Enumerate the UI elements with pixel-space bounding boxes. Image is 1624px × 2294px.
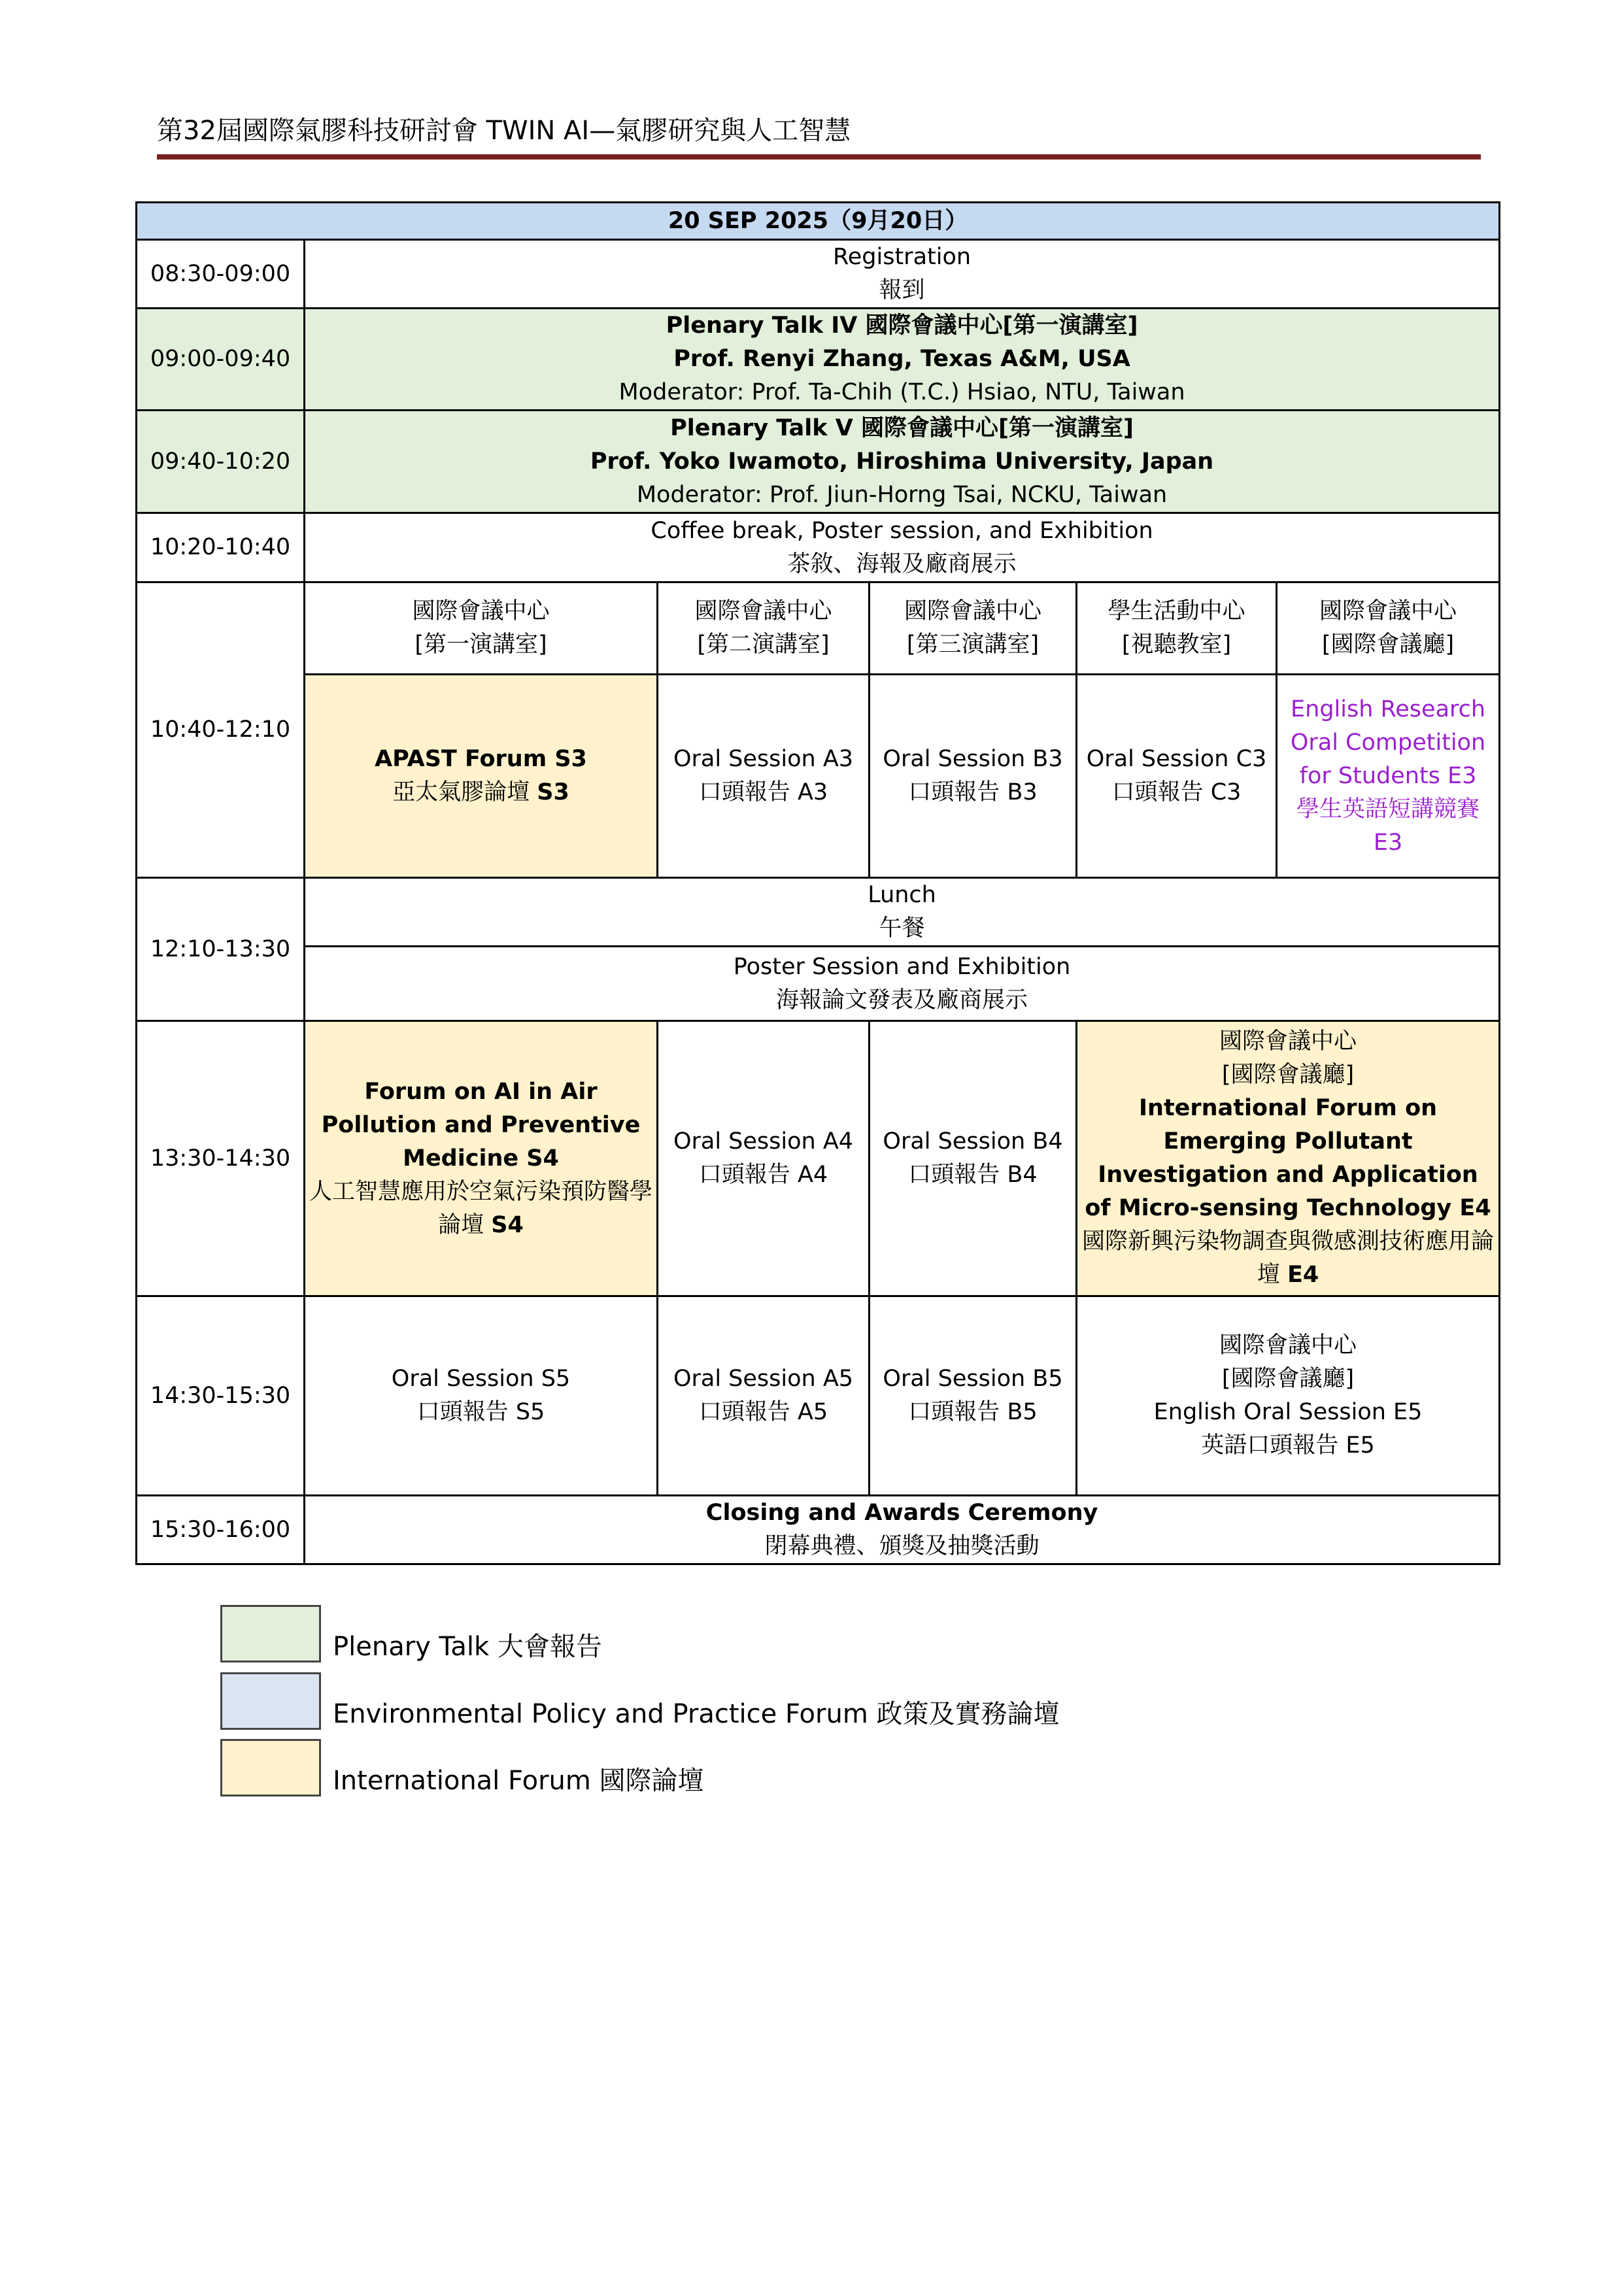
- session-zh: 口頭報告 B5: [908, 1399, 1038, 1425]
- room-building: 國際會議中心: [412, 598, 550, 624]
- room-name: [國際會議廳]: [1321, 632, 1455, 658]
- session-en: Oral Session A4: [673, 1128, 854, 1155]
- session-zh: [309, 1175, 652, 1242]
- room-name: [國際會議廳]: [1221, 1366, 1355, 1392]
- session-en: Oral Session B5: [883, 1366, 1063, 1392]
- session-en: Oral Session B4: [883, 1128, 1063, 1155]
- room-header: [1077, 582, 1277, 675]
- closing-row: [137, 1496, 1500, 1564]
- apast-forum-s3-cell: [305, 675, 658, 878]
- plenary-5-speaker: Prof. Yoko Iwamoto, Hiroshima University, Japan: [590, 448, 1214, 475]
- plenary-5-moderator: Moderator: Prof. Jiun-Horng Tsai, NCKU, Taiwan: [636, 481, 1168, 508]
- time-cell: 12:10-13:30: [137, 878, 305, 1021]
- oral-session-s5-cell: [305, 1296, 658, 1496]
- session-zh: 口頭報告 A4: [698, 1162, 828, 1188]
- session-zh: [1081, 1225, 1495, 1292]
- session-zh: [309, 776, 652, 809]
- session-zh: 學生英語短講競賽 E3: [1296, 796, 1480, 856]
- date-heading: 20 SEP 2025（9月20日）: [137, 203, 1500, 240]
- room-building: 國際會議中心: [694, 598, 832, 624]
- poster-cell: [305, 947, 1500, 1021]
- session-en: Forum on AI in Air Pollution and Preventive Medicine S4: [321, 1078, 641, 1172]
- time-cell: 14:30-15:30: [137, 1296, 305, 1496]
- session-zh: 口頭報告 B3: [908, 779, 1038, 805]
- session-en: Oral Session C3: [1086, 746, 1267, 772]
- session-en: English Research Oral Competition for Students E3: [1290, 696, 1486, 789]
- oral-session-b3-cell: [870, 675, 1077, 878]
- english-competition-e3-cell: [1277, 675, 1500, 878]
- room-name: [第二演講室]: [697, 632, 830, 658]
- session-zh-text: 國際新興污染物調查與微感測技術應用論壇: [1082, 1228, 1495, 1288]
- session-en: English Oral Session E5: [1153, 1399, 1423, 1425]
- room-header: [305, 582, 658, 675]
- session-en: Oral Session A3: [673, 746, 854, 772]
- lunch-en: Lunch: [868, 882, 936, 908]
- time-cell: 09:40-10:20: [137, 411, 305, 513]
- session-en: Oral Session B3: [883, 746, 1063, 772]
- room-name: [第三演講室]: [906, 632, 1040, 658]
- registration-en: Registration: [833, 244, 972, 270]
- session-zh: 口頭報告 A3: [698, 779, 828, 805]
- session-code: E4: [1287, 1262, 1319, 1288]
- room-building: 國際會議中心: [1219, 1028, 1357, 1054]
- plenary-4-row: [137, 309, 1500, 411]
- lunch-cell: [305, 878, 1500, 947]
- time-cell: 10:40-12:10: [137, 582, 305, 878]
- session-zh: 口頭報告 S5: [416, 1399, 545, 1425]
- room-building: 國際會議中心: [904, 598, 1041, 624]
- rooms-row: [137, 582, 1500, 675]
- room-header: [658, 582, 870, 675]
- oral-session-a5-cell: [658, 1296, 870, 1496]
- room-building: 學生活動中心: [1108, 598, 1245, 624]
- session-zh-text: 人工智慧應用於空氣污染預防醫學論壇: [309, 1178, 653, 1238]
- oral-session-a4-cell: [658, 1021, 870, 1296]
- poster-row: [137, 947, 1500, 1021]
- session-en: APAST Forum S3: [375, 746, 587, 772]
- header-rule: [157, 154, 1481, 160]
- legend-swatch-policy-forum: [220, 1672, 321, 1730]
- plenary-4-speaker: Prof. Renyi Zhang, Texas A&M, USA: [673, 346, 1130, 372]
- oral-session-a3-cell: [658, 675, 870, 878]
- legend-label: Environmental Policy and Practice Forum 政策及實務論壇: [333, 1699, 1060, 1729]
- oral-session-c3-cell: [1077, 675, 1277, 878]
- session-en: Oral Session A5: [673, 1366, 854, 1392]
- plenary-4-cell: [305, 309, 1500, 411]
- session-code: S3: [537, 779, 569, 805]
- room-name: [國際會議廳]: [1221, 1062, 1355, 1088]
- plenary-5-cell: [305, 411, 1500, 513]
- poster-zh: 海報論文發表及廠商展示: [776, 987, 1028, 1013]
- page-header-title: 第32屆國際氣膠科技研討會 TWIN AI—氣膠研究與人工智慧: [157, 116, 851, 146]
- sessions-1040-row: [137, 675, 1500, 878]
- legend-swatch-plenary: [220, 1605, 321, 1662]
- sessions-1330-row: [137, 1021, 1500, 1296]
- room-header: [870, 582, 1077, 675]
- date-heading-row: [137, 203, 1500, 240]
- time-cell: 15:30-16:00: [137, 1496, 305, 1564]
- legend-swatch-intl-forum: [220, 1739, 321, 1796]
- oral-session-b4-cell: [870, 1021, 1077, 1296]
- session-en: International Forum on Emerging Pollutant Investigation and Application of Micro-sensing Technology E4: [1085, 1095, 1491, 1221]
- room-building: 國際會議中心: [1219, 1332, 1357, 1358]
- lunch-row: [137, 878, 1500, 947]
- time-cell: 13:30-14:30: [137, 1021, 305, 1296]
- room-name: [視聽教室]: [1121, 632, 1232, 658]
- time-cell: 08:30-09:00: [137, 240, 305, 309]
- room-building: 國際會議中心: [1319, 598, 1457, 624]
- closing-zh: 閉幕典禮、頒獎及抽獎活動: [764, 1533, 1040, 1559]
- session-zh: 口頭報告 A5: [698, 1399, 828, 1425]
- legend-label: International Forum 國際論壇: [333, 1766, 704, 1796]
- room-name: [第一演講室]: [414, 632, 547, 658]
- session-zh: 英語口頭報告 E5: [1201, 1432, 1375, 1459]
- registration-cell: [305, 240, 1500, 309]
- forum-ai-s4-cell: [305, 1021, 658, 1296]
- sessions-1430-row: [137, 1296, 1500, 1496]
- session-zh: 口頭報告 C3: [1111, 779, 1242, 805]
- poster-en: Poster Session and Exhibition: [733, 953, 1071, 980]
- plenary-4-moderator: Moderator: Prof. Ta-Chih (T.C.) Hsiao, NTU, Taiwan: [618, 379, 1185, 405]
- coffee-zh: 茶敘、海報及廠商展示: [787, 550, 1017, 577]
- session-en: Oral Session S5: [391, 1366, 571, 1392]
- english-oral-e5-cell: [1077, 1296, 1500, 1496]
- time-cell: 09:00-09:40: [137, 309, 305, 411]
- plenary-5-title: Plenary Talk V 國際會議中心[第一演講室]: [670, 414, 1134, 441]
- plenary-5-row: [137, 411, 1500, 513]
- schedule-table: [135, 201, 1500, 1565]
- coffee-row: [137, 513, 1500, 582]
- registration-row: [137, 240, 1500, 309]
- closing-cell: [305, 1496, 1500, 1564]
- session-zh-text: 亞太氣膠論壇: [392, 779, 530, 805]
- coffee-en: Coffee break, Poster session, and Exhibition: [651, 517, 1153, 544]
- session-zh: 口頭報告 B4: [908, 1162, 1038, 1188]
- oral-session-b5-cell: [870, 1296, 1077, 1496]
- lunch-zh: 午餐: [879, 915, 925, 941]
- closing-en: Closing and Awards Ceremony: [705, 1500, 1098, 1526]
- coffee-cell: [305, 513, 1500, 582]
- plenary-4-title: Plenary Talk IV 國際會議中心[第一演講室]: [666, 312, 1138, 339]
- registration-zh: 報到: [879, 277, 925, 303]
- room-header: [1277, 582, 1500, 675]
- session-code: S4: [491, 1211, 524, 1238]
- time-cell: 10:20-10:40: [137, 513, 305, 582]
- intl-forum-e4-cell: [1077, 1021, 1500, 1296]
- legend-label: Plenary Talk 大會報告: [333, 1632, 602, 1662]
